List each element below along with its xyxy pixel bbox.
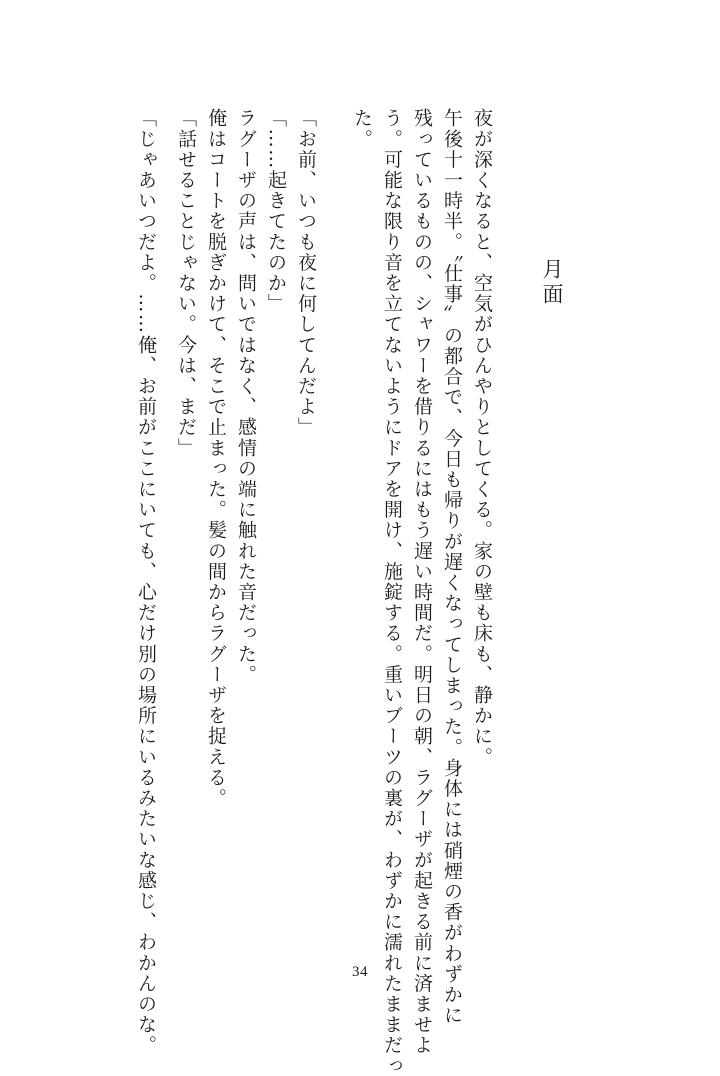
dialogue-line-10: 「話せることじゃない。今は、まだ」 [175,108,197,459]
text-line-4: う。可能な限り音を立てないようにドアを開け、施錠する。重いブーツの裏が、わずかに濡れたままだっ [381,108,403,1076]
dialogue-line-7: 「……起きてたのか」 [265,108,287,314]
text-line-1: 夜が深くなると、空気がひんやりとしてくる。家の壁も床も、静かに。 [471,108,493,768]
text-line-8: ラグーザの声は、問いではなく、感情の端に触れた音だった。 [235,108,257,685]
text-line-2: 午後十一時半。〝仕事〟の都合で、今日も帰りが遅くなってしまった。身体には硝煙の香がわずかに [441,108,463,1026]
chapter-title: 月面 [540,258,564,308]
dialogue-line-6: 「お前、いつも夜に何してんだよ」 [295,108,317,438]
text-line-9: 俺はコートを脱ぎかけて、そこで止まった。髪の間からラグーザを捉える。 [205,108,227,809]
page-number: 34 [352,964,368,980]
text-line-5: た。 [351,108,373,150]
text-line-3: 残っているものの、シャワーを借りるにはもう遅い時間だ。明日の朝、ラグーザが起きる前に済ませよ [411,108,433,1056]
dialogue-line-11: 「じゃあいつだよ。……俺、お前がここにいても、心だけ別の場所にいるみたいな感じ、わかんのな。 [135,108,157,1056]
